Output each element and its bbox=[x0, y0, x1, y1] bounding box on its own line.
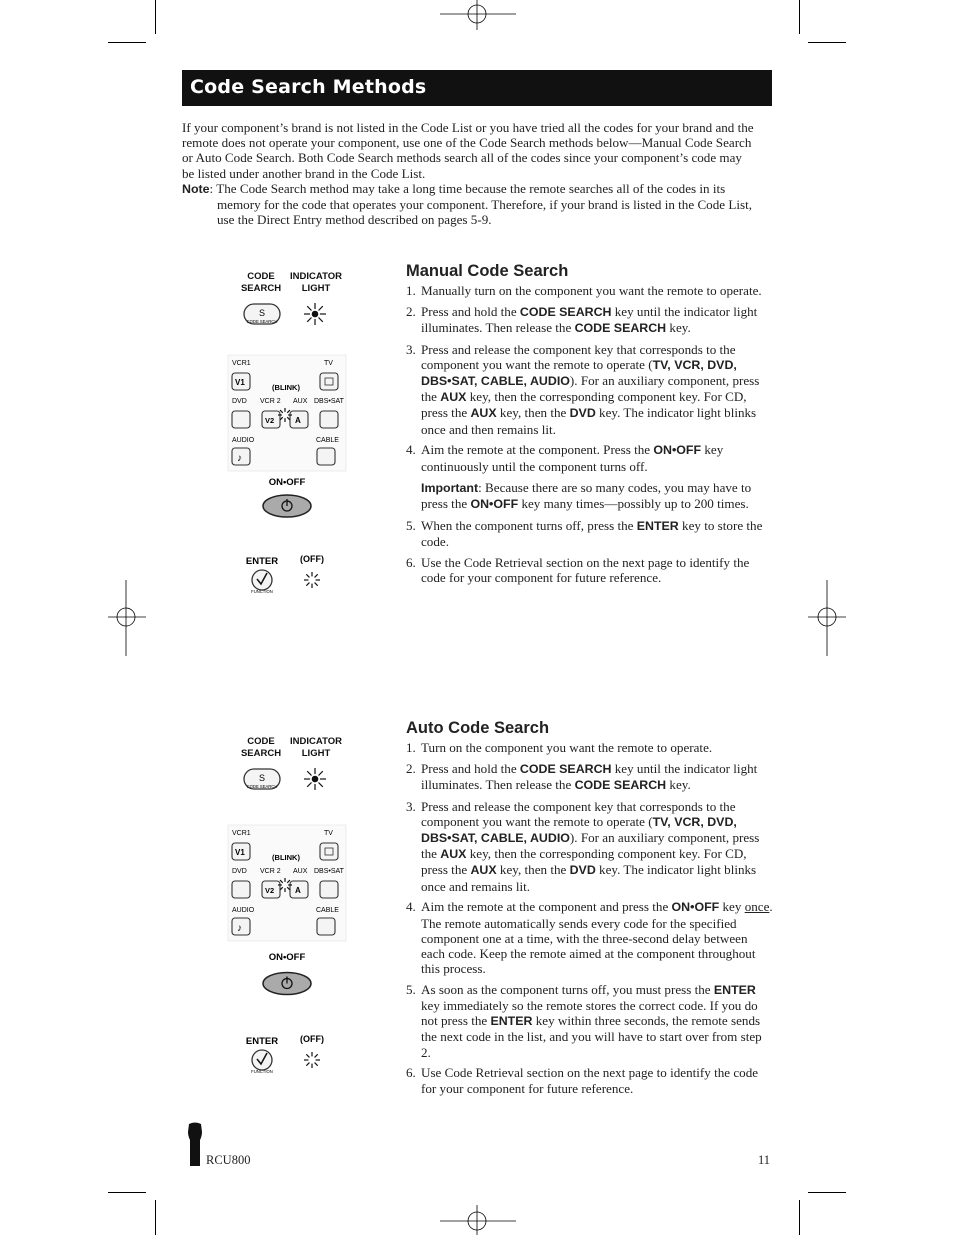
page-number: 11 bbox=[758, 1153, 771, 1167]
svg-text:CODE SEARCH: CODE SEARCH bbox=[246, 784, 278, 789]
section-header bbox=[182, 70, 772, 106]
crop-mark bbox=[799, 0, 800, 34]
svg-text:VCR1: VCR1 bbox=[232, 360, 251, 367]
step-text: Use Code Retrieval section on the next page to identify the code for your component for future reference. bbox=[421, 1065, 759, 1096]
manual-remote-diagram bbox=[226, 270, 356, 600]
on-off-button bbox=[263, 973, 311, 995]
diagram-label: INDICATOR LIGHT bbox=[290, 736, 342, 759]
auto-steps-list bbox=[406, 740, 774, 1101]
crop-mark bbox=[808, 1192, 846, 1193]
svg-text:CABLE: CABLE bbox=[316, 437, 339, 444]
code-search-button bbox=[244, 304, 280, 324]
note-text: : The Code Search method may take a long time because the remote searches all of the codes in its memory for the code that operates your component. Therefore, if your brand is listed in the Code List, use the Direct Entry method described on pages 5-9. bbox=[209, 180, 752, 228]
svg-text:(OFF): (OFF) bbox=[300, 554, 324, 564]
step-number: 5. bbox=[406, 517, 416, 533]
step-item bbox=[406, 518, 774, 549]
diagram-label: CODE SEARCH bbox=[240, 271, 282, 294]
svg-text:(BLINK): (BLINK) bbox=[272, 853, 300, 862]
svg-text:V2: V2 bbox=[265, 886, 275, 895]
step-item bbox=[406, 982, 774, 1060]
svg-text:CODE SEARCH: CODE SEARCH bbox=[246, 319, 278, 324]
step-text: Press and release the component key that corresponds to the component you want the remote to operate (TV, VCR, DVD, DBS•SAT, CABLE, AUDIO). For an auxiliary component, press the AUX key, then the corresponding component key. For CD, press the AUX key, then the DVD key. The indicator light blinks once and then remains lit. bbox=[421, 341, 760, 437]
step-text: Press and hold the CODE SEARCH key until the indicator light illuminates. Then release the CODE SEARCH key. bbox=[421, 760, 758, 792]
svg-text:TV: TV bbox=[324, 360, 333, 367]
svg-text:ENTER: ENTER bbox=[245, 556, 279, 567]
svg-text:ENTER: ENTER bbox=[245, 1036, 279, 1047]
step-text: Use the Code Retrieval section on the next page to identify the code for your component for future reference. bbox=[421, 554, 750, 585]
step-number: 2. bbox=[406, 760, 416, 776]
code-search-button bbox=[244, 769, 280, 789]
step-item bbox=[406, 304, 774, 336]
step-item bbox=[406, 761, 774, 793]
step-text: Turn on the component you want the remote to operate. bbox=[421, 740, 713, 755]
auto-remote-diagram bbox=[226, 735, 356, 1080]
step-text: Manually turn on the component you want the remote to operate. bbox=[421, 283, 762, 298]
crop-mark bbox=[108, 1192, 146, 1193]
svg-text:AUDIO: AUDIO bbox=[232, 437, 255, 444]
svg-text:DBS•SAT: DBS•SAT bbox=[314, 868, 344, 875]
svg-text:AUX: AUX bbox=[293, 398, 308, 405]
step-number: 5. bbox=[406, 981, 416, 997]
crop-mark bbox=[808, 42, 846, 43]
svg-text:S: S bbox=[258, 308, 266, 318]
indicator-light-icon bbox=[304, 768, 326, 790]
intro-text bbox=[182, 120, 757, 227]
registration-mark bbox=[808, 580, 846, 656]
registration-mark bbox=[440, 1205, 516, 1235]
step-number: 4. bbox=[406, 899, 416, 915]
svg-text:AUX: AUX bbox=[293, 868, 308, 875]
remote-keys-drawing bbox=[226, 735, 356, 1074]
step-item bbox=[406, 442, 774, 512]
step-text: When the component turns off, press the ENTER key to store the code. bbox=[421, 517, 763, 549]
svg-text:V1: V1 bbox=[235, 378, 245, 387]
crop-mark bbox=[799, 1200, 800, 1235]
svg-text:S: S bbox=[258, 773, 266, 783]
off-indicator-icon bbox=[304, 1052, 320, 1068]
svg-text:(BLINK): (BLINK) bbox=[272, 383, 300, 392]
step-text: Aim the remote at the component. Press the ON•OFF key continuously until the component turns off. bbox=[421, 442, 724, 474]
step-item bbox=[406, 799, 774, 894]
note-paragraph bbox=[182, 181, 757, 228]
auto-section-title: Auto Code Search bbox=[406, 719, 550, 737]
svg-text:FUNCTION: FUNCTION bbox=[251, 1069, 273, 1074]
svg-text:ON•OFF: ON•OFF bbox=[268, 477, 306, 488]
step-number: 6. bbox=[406, 554, 416, 570]
svg-text:♪: ♪ bbox=[237, 453, 242, 464]
model-number: RCU800 bbox=[206, 1153, 251, 1167]
step-number: 1. bbox=[406, 740, 416, 755]
step-text: Press and hold the CODE SEARCH key until the indicator light illuminates. Then release the CODE SEARCH key. bbox=[421, 303, 758, 335]
step-text: Aim the remote at the component and press the ON•OFF key once. The remote automatically sends every code for the specified component one at a time, with the three-second delay between each code. Keep the remote aimed at the component throughout this process. bbox=[421, 899, 773, 977]
svg-text:ON•OFF: ON•OFF bbox=[268, 952, 306, 963]
svg-text:AUDIO: AUDIO bbox=[232, 907, 255, 914]
svg-text:♪: ♪ bbox=[237, 923, 242, 934]
on-off-button bbox=[263, 495, 311, 517]
step-item bbox=[406, 555, 774, 585]
svg-text:VCR 2: VCR 2 bbox=[260, 868, 281, 875]
step-number: 6. bbox=[406, 1065, 416, 1081]
manual-steps-list bbox=[406, 283, 774, 590]
step-number: 2. bbox=[406, 303, 416, 319]
step-item bbox=[406, 899, 774, 976]
step-number: 3. bbox=[406, 798, 416, 814]
step-item bbox=[406, 283, 774, 298]
crop-mark bbox=[155, 0, 156, 34]
svg-text:FUNCTION: FUNCTION bbox=[251, 589, 273, 594]
svg-text:DVD: DVD bbox=[232, 868, 247, 875]
remote-icon bbox=[186, 1122, 204, 1168]
indicator-light-icon bbox=[304, 303, 326, 325]
component-keys-panel bbox=[228, 825, 346, 941]
step-text: As soon as the component turns off, you must press the ENTER key immediately so the remote stores the correct code. If you do not press the ENTER key within three seconds, the remote sends the next code in the list, and you will have to start over from step 2. bbox=[421, 981, 762, 1060]
manual-section-title: Manual Code Search bbox=[406, 262, 569, 280]
svg-text:A: A bbox=[295, 416, 301, 425]
registration-mark bbox=[440, 0, 516, 30]
enter-button bbox=[251, 1050, 273, 1074]
intro-paragraph: If your component’s brand is not listed in the Code List or you have tried all the codes for your brand and the remote does not operate your component, use one of the Code Search methods below—Manual Code Search or Auto Code Search. Both Code Search methods search all of the codes since your component’s code may be listed under another brand in the Code List. bbox=[182, 120, 754, 181]
svg-text:CABLE: CABLE bbox=[316, 907, 339, 914]
diagram-label: INDICATOR LIGHT bbox=[290, 271, 342, 294]
svg-text:V1: V1 bbox=[235, 848, 245, 857]
svg-text:VCR1: VCR1 bbox=[232, 830, 251, 837]
step-number: 1. bbox=[406, 283, 416, 298]
svg-text:A: A bbox=[295, 886, 301, 895]
component-keys-panel bbox=[228, 355, 346, 471]
enter-button bbox=[251, 570, 273, 594]
svg-text:DVD: DVD bbox=[232, 398, 247, 405]
svg-text:VCR 2: VCR 2 bbox=[260, 398, 281, 405]
note-label: Note bbox=[182, 181, 210, 196]
crop-mark bbox=[108, 42, 146, 43]
step-text: Press and release the component key that corresponds to the component you want the remote to operate (TV, VCR, DVD, DBS•SAT, CABLE, AUDIO). For an auxiliary component, press the AUX key, then the corresponding component key. For CD, press the AUX key, then the DVD key. The indicator light blinks once and remains lit. bbox=[421, 798, 760, 894]
page-title: Code Search Methods bbox=[190, 76, 427, 98]
step-number: 3. bbox=[406, 341, 416, 357]
step-item bbox=[406, 342, 774, 437]
diagram-label: CODE SEARCH bbox=[240, 736, 282, 759]
svg-text:V2: V2 bbox=[265, 416, 275, 425]
step-item bbox=[406, 1065, 774, 1095]
important-note: Important: Because there are so many codes, you may have to press the ON•OFF key many times—possibly up to 200 times. bbox=[421, 479, 752, 511]
svg-text:DBS•SAT: DBS•SAT bbox=[314, 398, 344, 405]
svg-text:(OFF): (OFF) bbox=[300, 1034, 324, 1044]
registration-mark bbox=[108, 580, 146, 656]
step-number: 4. bbox=[406, 442, 416, 458]
step-item bbox=[406, 740, 774, 755]
remote-keys-drawing bbox=[226, 270, 356, 600]
svg-text:TV: TV bbox=[324, 830, 333, 837]
off-indicator-icon bbox=[304, 572, 320, 588]
crop-mark bbox=[155, 1200, 156, 1235]
